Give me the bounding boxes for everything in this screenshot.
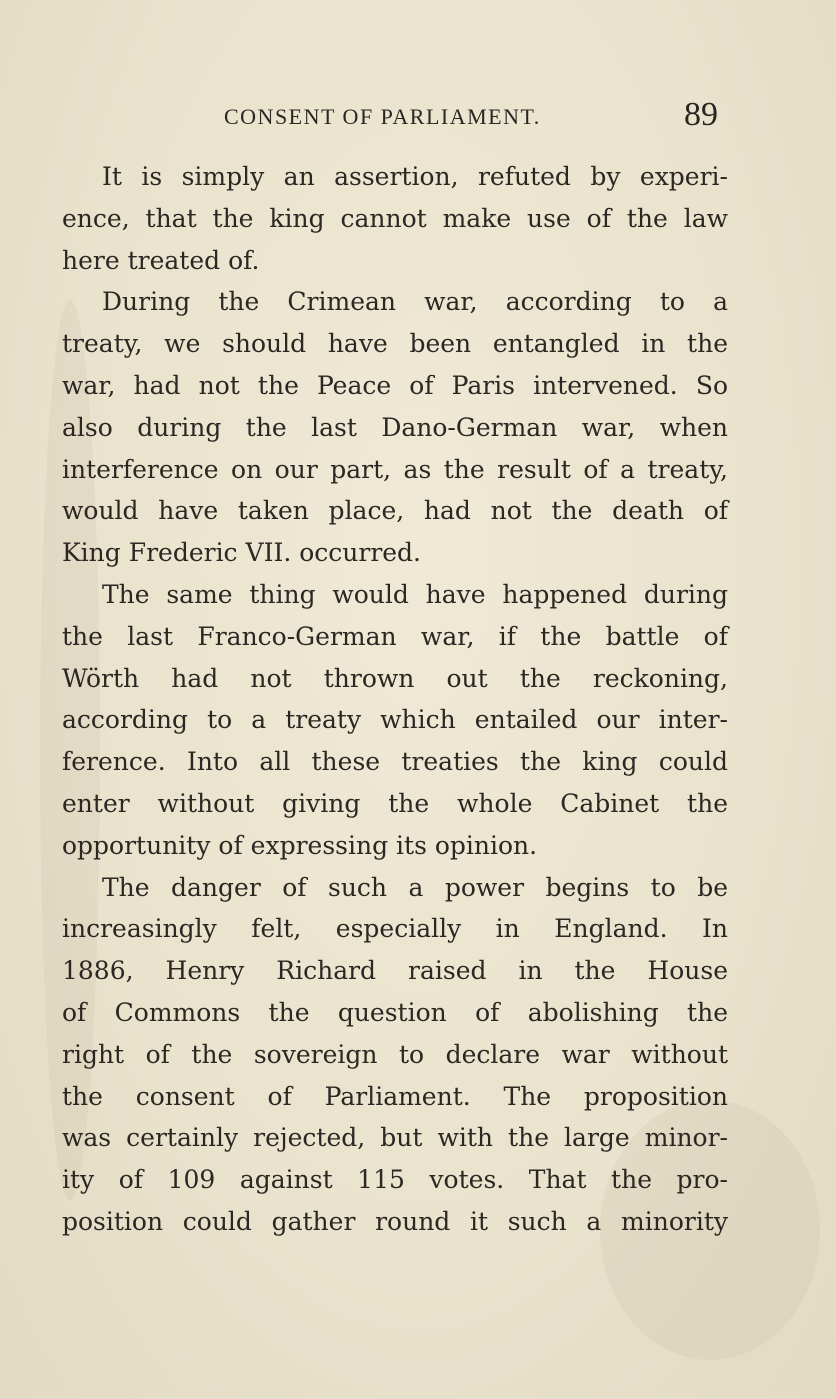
text-line: position could gather round it such a minority: [62, 1206, 728, 1236]
text-line: right of the sovereign to declare war without: [62, 1039, 728, 1069]
text-line: would have taken place, had not the death of: [62, 496, 728, 526]
text-line: increasingly felt, especially in England. In: [62, 914, 728, 944]
page-header: [0, 98, 836, 138]
text-line: ity of 109 against 115 votes. That the pro-: [62, 1165, 728, 1195]
text-line: the consent of Parliament. The proposition: [62, 1081, 728, 1111]
body-text: [62, 156, 728, 1243]
text-line: according to a treaty which entailed our inter-: [62, 705, 728, 735]
text-line: Wörth had not thrown out the reckoning,: [62, 663, 728, 693]
text-line: opportunity of expressing its opinion.: [62, 830, 538, 860]
text-line: It is simply an assertion, refuted by experi-: [102, 162, 728, 191]
text-line: treaty, we should have been entangled in the: [62, 329, 728, 359]
text-line: war, had not the Peace of Paris intervened. So: [62, 370, 728, 400]
text-line: the last Franco-German war, if the battle of: [62, 621, 728, 651]
text-line: During the Crimean war, according to a: [102, 287, 728, 317]
text-line: ence, that the king cannot make use of the law: [62, 203, 728, 233]
text-line: here treated of.: [62, 245, 260, 275]
text-line: of Commons the question of abolishing the: [62, 997, 728, 1027]
text-line: 1886, Henry Richard raised in the House: [62, 956, 728, 986]
text-line: enter without giving the whole Cabinet the: [62, 788, 728, 818]
page-number: 89: [684, 96, 718, 133]
text-line: The same thing would have happened during: [102, 579, 728, 609]
running-head: CONSENT OF PARLIAMENT.: [224, 104, 541, 129]
text-line: King Frederic VII. occurred.: [62, 538, 422, 568]
text-line: The danger of such a power begins to be: [102, 872, 728, 902]
text-line: was certainly rejected, but with the large minor-: [62, 1123, 728, 1153]
text-line: also during the last Dano-German war, when: [62, 412, 728, 442]
text-line: interference on our part, as the result of a treaty,: [62, 454, 728, 484]
text-line: ference. Into all these treaties the king could: [62, 747, 728, 777]
